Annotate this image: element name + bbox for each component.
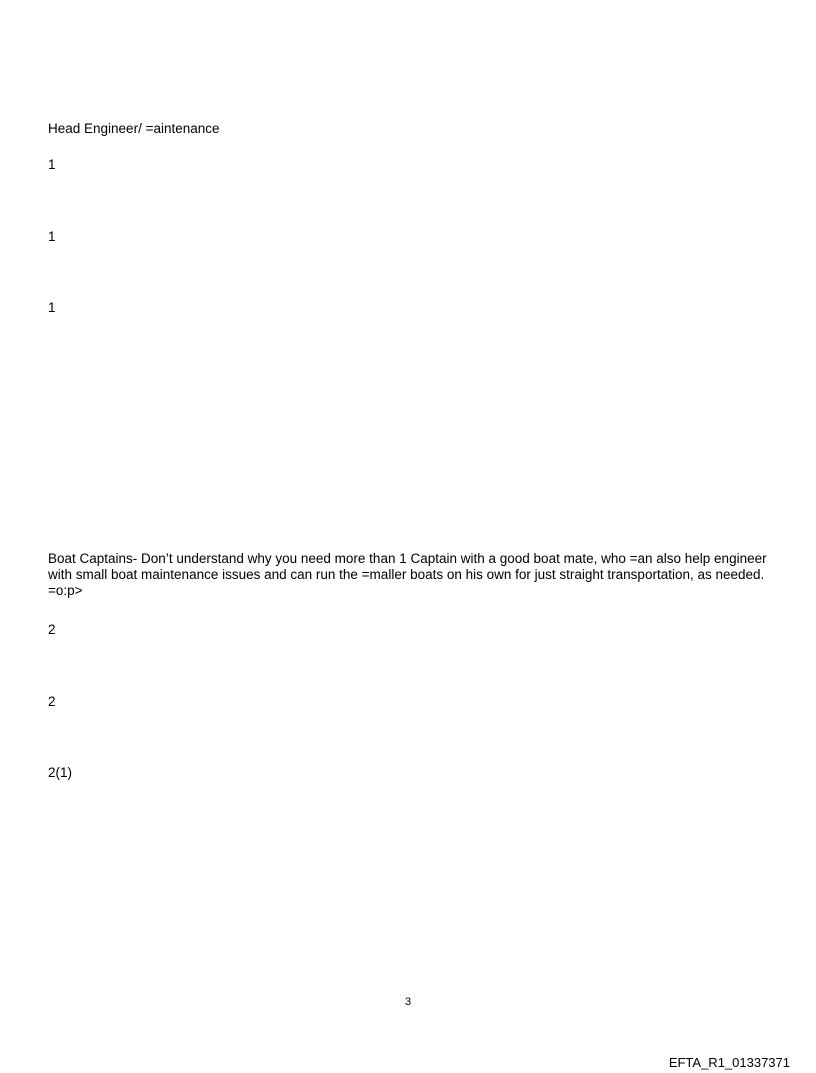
boat-captains-value-1: 2 [48, 622, 56, 637]
section-heading-head-engineer: Head Engineer/ =aintenance [48, 121, 220, 136]
paragraph-line-1: Boat Captains- Don’t understand why you need more than 1 Captain with a good boat mate, who =an also help engineer [48, 551, 767, 566]
boat-captains-value-2: 2 [48, 694, 56, 709]
head-engineer-value-3: 1 [48, 300, 56, 315]
boat-captains-value-3: 2(1) [48, 765, 73, 780]
paragraph-line-2: with small boat maintenance issues and can run the =maller boats on his own for just straight transportation, as needed. [48, 567, 765, 582]
head-engineer-value-2: 1 [48, 229, 56, 244]
paragraph-line-3: =o:p> [48, 583, 83, 598]
head-engineer-value-1: 1 [48, 157, 56, 172]
boat-captains-paragraph [48, 551, 778, 599]
document-id: EFTA_R1_01337371 [668, 1055, 790, 1070]
page-number: 3 [404, 996, 412, 1008]
